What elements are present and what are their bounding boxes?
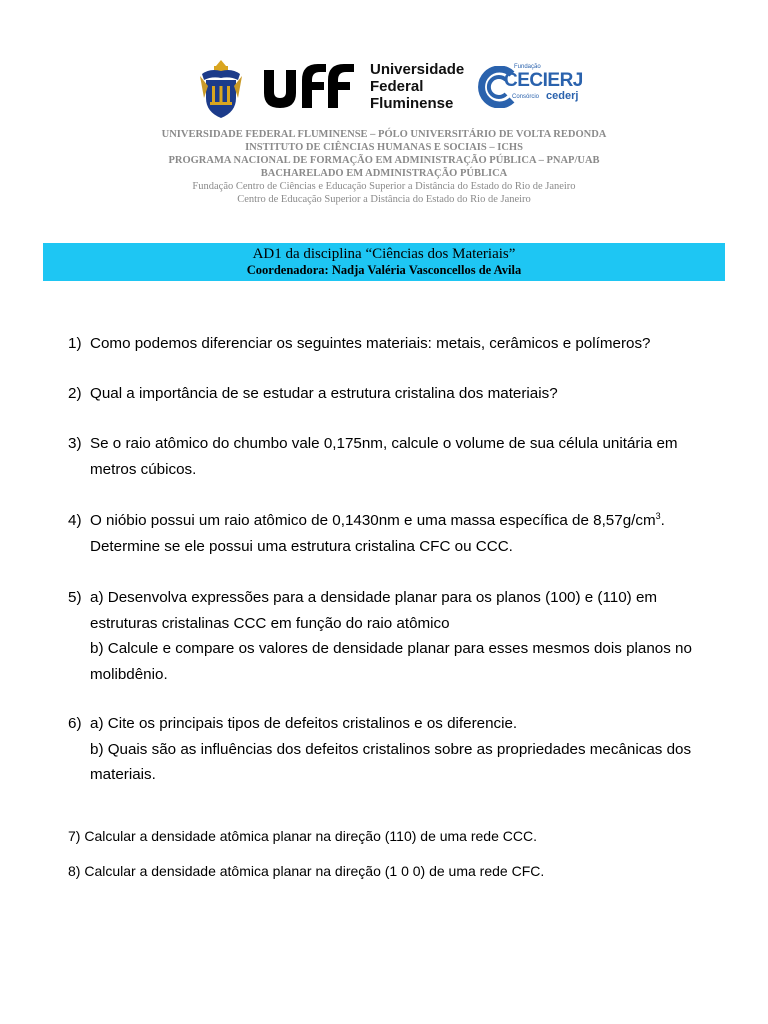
institution-line-5: Fundação Centro de Ciências e Educação Superior a Distância do Estado do Rio de Janeiro [192, 181, 576, 192]
question-text-line-4: molibdênio. [90, 665, 168, 683]
question-text: Qual a importância de se estudar a estrutura cristalina dos materiais? [90, 385, 558, 402]
superscript: 3 [655, 510, 661, 521]
university-crest-icon [196, 58, 246, 120]
question-text-line-2: estruturas cristalinas CCC em função do raio atômico [90, 614, 450, 632]
question-text-line-1: a) Desenvolva expressões para a densidade planar para os planos (100) e (110) em [90, 589, 658, 606]
question-6 [68, 711, 691, 788]
question-number: 1) [68, 335, 82, 352]
question-text-line-2: b) Quais são as influências dos defeitos cristalinos sobre as propriedades mecânicas dos [90, 740, 692, 758]
question-number: 5) [68, 589, 82, 606]
question-text-line-3: materiais. [90, 766, 156, 783]
question-text-line-2: Determine se ele possui uma estrutura cristalina CFC ou CCC. [90, 537, 513, 555]
cecierj-logo [474, 64, 602, 112]
cecierj-fundacao: Fundação [514, 64, 541, 70]
header-logos [0, 56, 768, 122]
uff-name-line-1: Universidade [370, 61, 465, 78]
institution-line-1: UNIVERSIDADE FEDERAL FLUMINENSE – PÓLO UNIVERSITÁRIO DE VOLTA REDONDA [161, 129, 607, 140]
question-number: 4) [68, 512, 82, 529]
cecierj-cederj: cederj [546, 90, 579, 102]
course-title: AD1 da disciplina “Ciências dos Materiais” [252, 246, 516, 262]
course-banner [43, 243, 725, 281]
question-5 [68, 585, 692, 687]
question-text: Como podemos diferenciar os seguintes materiais: metais, cerâmicos e polímeros? [90, 335, 651, 352]
question-number: 2) [68, 385, 82, 402]
uff-name [370, 61, 464, 112]
question-number: 6) [68, 715, 82, 732]
question-text-line-1: Se o raio atômico do chumbo vale 0,175nm, calcule o volume de sua célula unitária em [90, 435, 678, 452]
question-text-line-2: metros cúbicos. [90, 460, 197, 478]
institution-line-2: INSTITUTO DE CIÊNCIAS HUMANAS E SOCIAIS – ICHS [245, 142, 523, 153]
question-7: 7) Calcular a densidade atômica planar na direção (110) de uma rede CCC. [68, 828, 537, 844]
question-text-line-1: a) Cite os principais tipos de defeitos cristalinos e os diferencie. [90, 715, 518, 732]
question-text-line-1: O nióbio possui um raio atômico de 0,1430nm e uma massa específica de 8,57g/cm [90, 512, 656, 529]
question-number: 3) [68, 435, 82, 452]
question-4 [68, 508, 665, 559]
institution-line-4: BACHARELADO EM ADMINISTRAÇÃO PÚBLICA [260, 168, 508, 179]
institution-header [0, 128, 768, 206]
institution-line-6: Centro de Educação Superior a Distância do Estado do Rio de Janeiro [237, 194, 531, 205]
course-coordinator: Coordenadora: Nadja Valéria Vasconcellos de Avila [246, 263, 522, 277]
question-3 [68, 431, 678, 482]
question-1 [68, 331, 651, 357]
question-text-line-3: b) Calcule e compare os valores de densidade planar para esses mesmos dois planos no [90, 640, 692, 657]
question-2 [68, 381, 558, 407]
cecierj-name: CECIERJ [504, 70, 583, 91]
uff-name-line-3: Fluminense [370, 95, 454, 112]
question-text-line-1-end: . [660, 512, 665, 529]
uff-name-line-2: Federal [370, 78, 424, 95]
cecierj-consorcio: Consórcio [512, 94, 540, 100]
uff-logo-mark [262, 60, 358, 108]
institution-line-3: PROGRAMA NACIONAL DE FORMAÇÃO EM ADMINISTRAÇÃO PÚBLICA – PNAP/UAB [168, 155, 600, 166]
question-8: 8) Calcular a densidade atômica planar na direção (1 0 0) de uma rede CFC. [68, 863, 545, 879]
